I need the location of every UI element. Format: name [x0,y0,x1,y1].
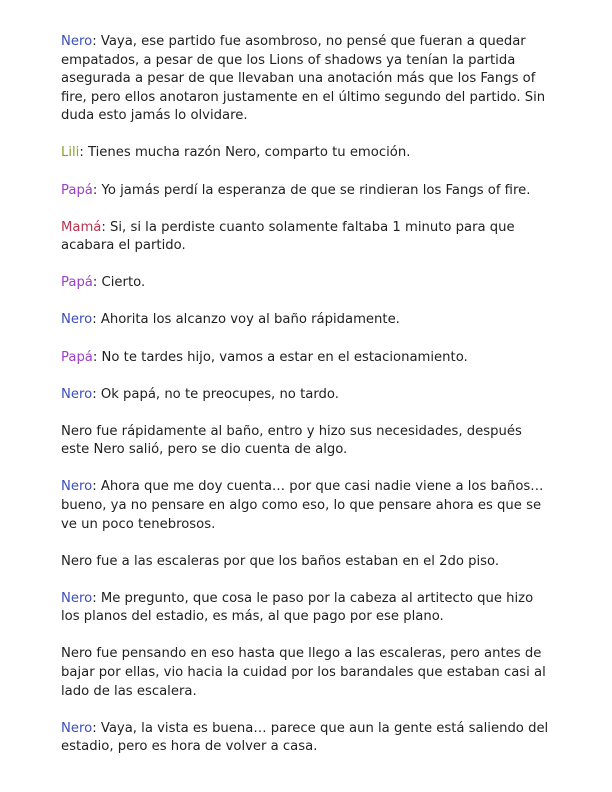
speaker-name: Papá [61,182,93,198]
dialogue-paragraph [61,720,552,757]
narration-text: Nero fue rápidamente al baño, entro y hizo sus necesidades, después este Nero salió, pero se dio cuenta de algo. [61,423,522,458]
speaker-name: Papá [61,275,93,291]
speaker-name: Nero [61,312,93,328]
dialogue-text: : Yo jamás perdí la esperanza de que se rindieran los Fangs of fire. [92,182,531,198]
dialogue-paragraph [61,274,552,293]
speaker-name: Nero [61,386,93,402]
dialogue-paragraph [61,144,552,163]
dialogue-text: : Vaya, ese partido fue asombroso, no pensé que fueran a quedar empatados, a pesar de que los Lions of shadows ya tenían la partida asegurada a pesar de que llevaban una anotación más que los Fangs of fire, pero ellos anotaron justamente en el último segundo del partido. Sin duda esto jamás lo olvidare. [61,34,546,124]
speaker-name: Mamá [61,219,102,235]
narration-paragraph [61,423,552,460]
dialogue-paragraph [61,219,552,256]
narration-paragraph [61,645,552,701]
narration-text: Nero fue a las escaleras por que los baños estaban en el 2do piso. [61,553,500,569]
dialogue-paragraph [61,349,552,368]
dialogue-paragraph [61,33,552,126]
dialogue-paragraph [61,478,552,534]
dialogue-paragraph [61,311,552,330]
dialogue-text: : Si, si la perdiste cuanto solamente faltaba 1 minuto para que acabara el partido. [61,219,515,254]
dialogue-text: : Vaya, la vista es buena… parece que aun la gente está saliendo del estadio, pero es hora de volver a casa. [61,720,549,755]
dialogue-text: : Me pregunto, que cosa le paso por la cabeza al artitecto que hizo los planos del estadio, es más, al que pago por ese plano. [61,590,534,625]
dialogue-text: : Cierto. [92,275,146,291]
dialogue-paragraph [61,590,552,627]
dialogue-text: : Ahorita los alcanzo voy al baño rápidamente. [92,312,400,328]
narration-paragraph [61,553,552,572]
speaker-name: Lili [61,145,80,161]
dialogue-text: : Ahora que me doy cuenta… por que casi nadie viene a los baños… bueno, ya no pensare en algo como eso, lo que pensare ahora es que se ve un poco tenebrosos. [61,479,544,532]
dialogue-text: : Tienes mucha razón Nero, comparto tu emoción. [79,145,411,161]
speaker-name: Nero [61,720,93,736]
speaker-name: Nero [61,590,93,606]
dialogue-paragraph [61,386,552,405]
dialogue-paragraph [61,182,552,201]
dialogue-text: : Ok papá, no te preocupes, no tardo. [92,386,339,402]
speaker-name: Nero [61,479,93,495]
narration-text: Nero fue pensando en eso hasta que llego a las escaleras, pero antes de bajar por ellas, vio hacia la cuidad por los barandales que estaban casi al lado de las escalera. [61,646,546,699]
dialogue-text: : No te tardes hijo, vamos a estar en el estacionamiento. [92,349,468,365]
speaker-name: Nero [61,34,93,49]
speaker-name: Papá [61,349,93,365]
